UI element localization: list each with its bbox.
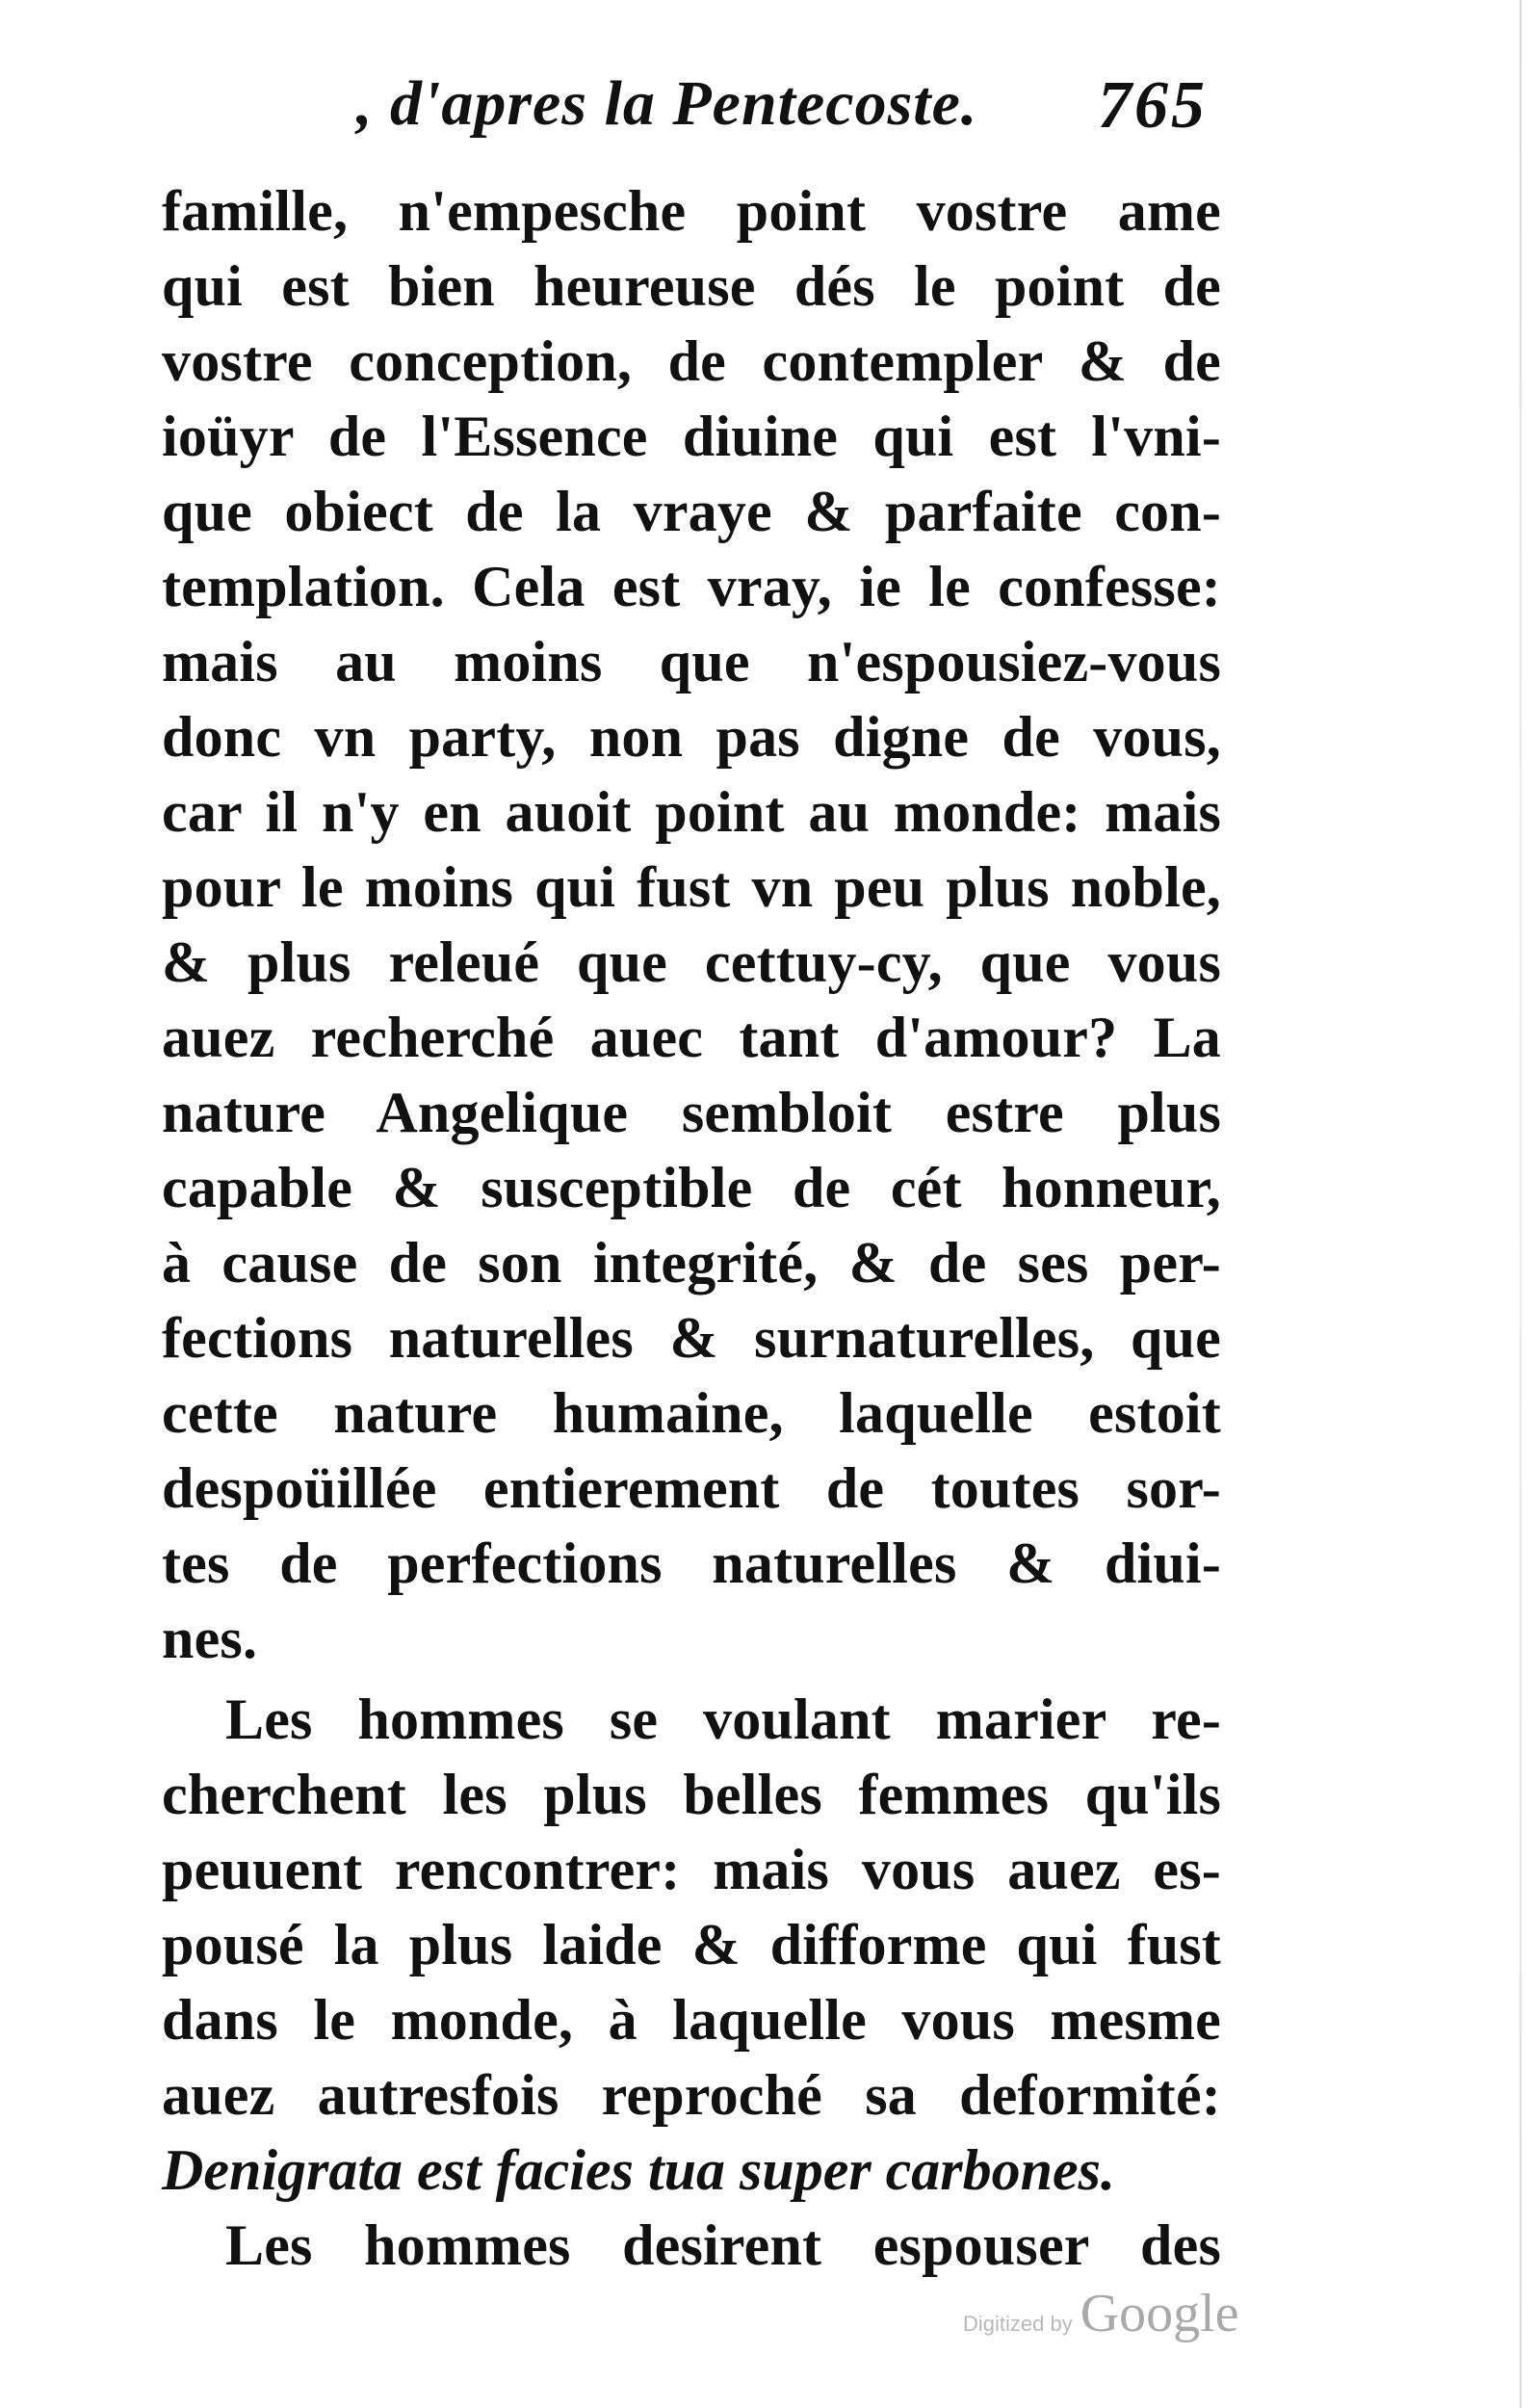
text-line-paragraph-start: Les hommes desirent espouser des <box>225 2213 1221 2277</box>
text-line: qui est bien heureuse dés le point de <box>162 254 1221 318</box>
text-line: à cause de son integrité, & de ses per- <box>162 1231 1221 1295</box>
text-line: ioüyr de l'Essence diuine qui est l'vni- <box>162 405 1221 468</box>
page-number: 765 <box>1098 68 1208 143</box>
watermark-prefix: Digitized by <box>963 2312 1073 2336</box>
google-logo: Google <box>1080 2284 1239 2343</box>
text-line: donc vn party, non pas digne de vous, <box>162 705 1221 769</box>
text-line: tes de perfections naturelles & diui- <box>162 1531 1221 1595</box>
text-line: despoüillée entierement de toutes sor- <box>162 1456 1221 1520</box>
text-line: cherchent les plus belles femmes qu'ils <box>162 1763 1221 1826</box>
text-line: que obiect de la vraye & parfaite con- <box>162 480 1221 543</box>
running-head <box>164 67 1223 154</box>
text-line: peuuent rencontrer: mais vous auez es- <box>162 1838 1221 1901</box>
text-line-paragraph-start: Les hommes se voulant marier re- <box>225 1688 1221 1751</box>
text-line: famille, n'empesche point vostre ame <box>162 179 1221 243</box>
digitized-by-google-watermark <box>963 2283 1239 2360</box>
text-line: fections naturelles & surnaturelles, que <box>162 1306 1221 1370</box>
text-line: mais au moins que n'espousiez-vous <box>162 630 1221 694</box>
body-text <box>162 173 1221 2283</box>
text-line-paragraph-end: nes. <box>162 1607 258 1670</box>
running-title: , d'apres la Pentecoste. <box>356 68 978 139</box>
text-line: cette nature humaine, laquelle estoit <box>162 1381 1221 1445</box>
text-line: pousé la plus laide & difforme qui fust <box>162 1913 1221 1976</box>
text-line: dans le monde, à laquelle vous mesme <box>162 1988 1221 2052</box>
text-line: car il n'y en auoit point au monde: mais <box>162 780 1221 844</box>
text-line: & plus releué que cettuy-cy, que vous <box>162 930 1221 994</box>
text-line: capable & susceptible de cét honneur, <box>162 1156 1221 1219</box>
text-line: auez recherché auec tant d'amour? La <box>162 1006 1221 1069</box>
text-line: nature Angelique sembloit estre plus <box>162 1081 1221 1144</box>
text-line: auez autresfois reproché sa deformité: <box>162 2063 1221 2127</box>
text-line: vostre conception, de contempler & de <box>162 329 1221 393</box>
latin-quotation: Denigrata est facies tua super carbones. <box>162 2138 1115 2202</box>
text-line: templation. Cela est vray, ie le confesse: <box>162 555 1221 618</box>
text-line: pour le moins qui fust vn peu plus noble, <box>162 855 1221 919</box>
scan-edge-line <box>1520 0 1522 2408</box>
